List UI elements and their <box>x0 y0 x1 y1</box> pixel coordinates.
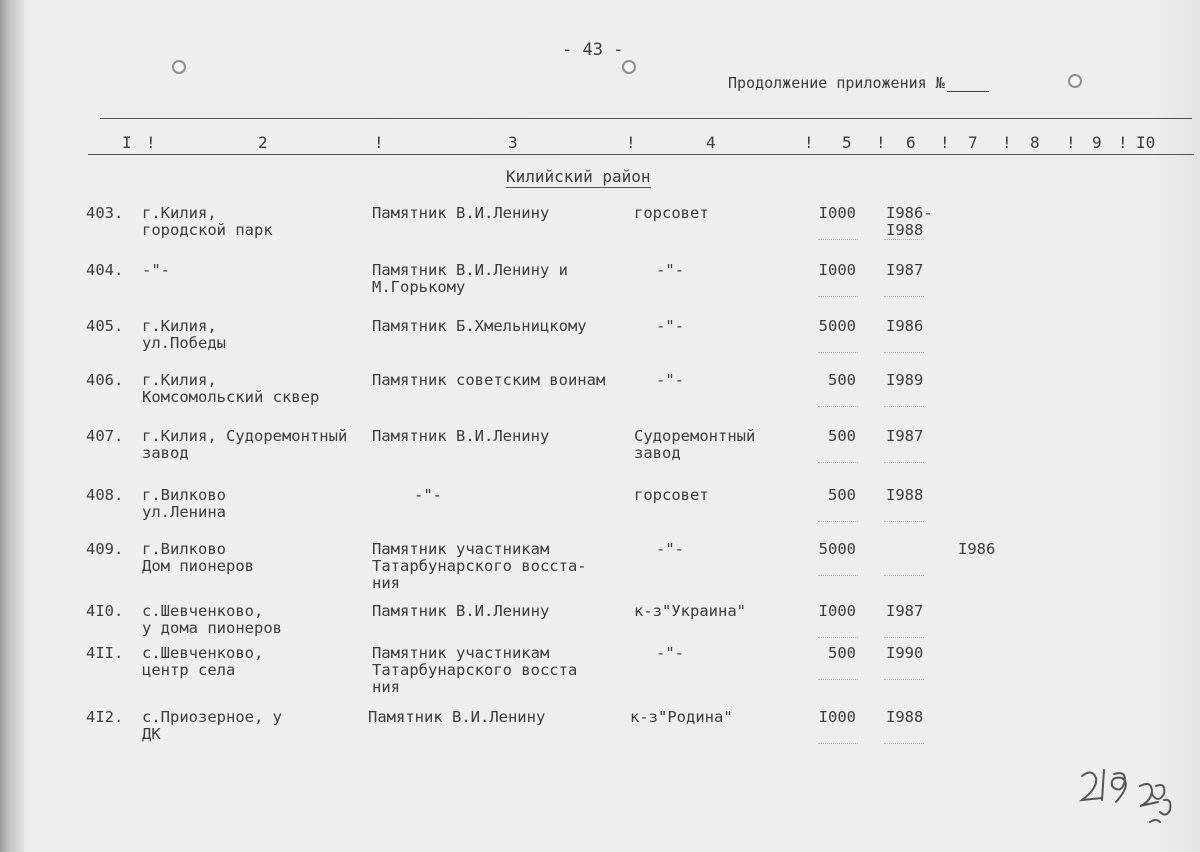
row-year: I988 <box>886 708 924 726</box>
column-header-8: 8 <box>1030 133 1040 152</box>
continuation-text: Продолжение приложения № <box>728 74 945 92</box>
row-number: 404. <box>86 261 124 279</box>
row-owner: -"- <box>656 644 684 662</box>
row-col7: I986 <box>958 540 996 558</box>
punch-hole <box>172 60 186 74</box>
row-number: 407. <box>86 427 124 445</box>
row-year: I986- I988 <box>886 204 933 239</box>
appendix-number-blank <box>947 77 989 92</box>
column-header-1: I <box>122 133 132 152</box>
dotted-underline <box>884 296 924 297</box>
dotted-underline <box>884 239 924 240</box>
row-location: -"- <box>142 261 170 279</box>
dotted-underline <box>884 575 924 576</box>
row-number: 4I0. <box>86 602 124 620</box>
dotted-underline <box>818 743 858 744</box>
row-number: 408. <box>86 486 124 504</box>
row-owner: к-з"Родина" <box>630 708 733 726</box>
row-amount: 5000 <box>818 317 856 335</box>
row-monument: Памятник участникам Татарбунарского восста ния <box>372 644 578 696</box>
column-header-3: 3 <box>508 133 518 152</box>
row-number: 405. <box>86 317 124 335</box>
column-separator: ! <box>940 133 950 152</box>
row-location: с.Шевченково, центр села <box>142 644 264 679</box>
dotted-underline <box>884 743 924 744</box>
row-number: 4I2. <box>86 708 124 726</box>
column-separator: ! <box>1118 133 1128 152</box>
dotted-underline <box>818 575 858 576</box>
column-separator: ! <box>1066 133 1076 152</box>
table-header-rule <box>88 154 1194 155</box>
column-separator: ! <box>1002 133 1012 152</box>
column-header-2: 2 <box>258 133 268 152</box>
row-monument: -"- <box>414 486 442 504</box>
row-amount: 500 <box>828 371 856 389</box>
row-owner: -"- <box>656 371 684 389</box>
dotted-underline <box>818 406 858 407</box>
row-owner: горсовет <box>634 204 709 222</box>
column-separator: ! <box>374 133 384 152</box>
column-header-10: I0 <box>1136 133 1156 152</box>
row-amount: I000 <box>818 708 856 726</box>
column-header-4: 4 <box>706 133 716 152</box>
dotted-underline <box>884 521 924 522</box>
dotted-underline <box>884 406 924 407</box>
row-amount: I000 <box>818 602 856 620</box>
row-owner: Судоремонтный завод <box>634 427 756 462</box>
table-top-rule <box>100 118 1192 119</box>
row-number: 409. <box>86 540 124 558</box>
dotted-underline <box>818 239 858 240</box>
dotted-underline <box>818 637 858 638</box>
row-monument: Памятник В.И.Ленину и М.Горькому <box>372 261 568 296</box>
row-location: с.Шевченково, у дома пионеров <box>142 602 282 637</box>
punch-hole <box>622 60 636 74</box>
binding-edge <box>0 0 24 852</box>
column-header-9: 9 <box>1092 133 1102 152</box>
dotted-underline <box>818 296 858 297</box>
punch-hole <box>1068 74 1082 88</box>
row-monument: Памятник советским воинам <box>372 371 606 389</box>
dotted-underline <box>884 637 924 638</box>
row-number: 4II. <box>86 644 124 662</box>
column-separator: ! <box>804 133 814 152</box>
row-amount: I000 <box>818 261 856 279</box>
row-location: г.Килия, городской парк <box>142 204 273 239</box>
row-owner: -"- <box>656 317 684 335</box>
column-separator: ! <box>876 133 886 152</box>
row-year: I987 <box>886 427 924 445</box>
row-location: г.Вилково Дом пионеров <box>142 540 254 575</box>
row-year: I988 <box>886 486 924 504</box>
dotted-underline <box>884 679 924 680</box>
row-amount: 500 <box>828 427 856 445</box>
row-amount: I000 <box>818 204 856 222</box>
row-year: I987 <box>886 261 924 279</box>
row-location: с.Приозерное, у ДК <box>142 708 282 743</box>
row-monument: Памятник В.И.Ленину <box>372 427 550 445</box>
row-location: г.Килия, Судоремонтный завод <box>142 427 348 462</box>
row-number: 403. <box>86 204 124 222</box>
row-monument: Памятник В.И.Ленину <box>372 602 550 620</box>
row-location: г.Килия, ул.Победы <box>142 317 226 352</box>
dotted-underline <box>818 352 858 353</box>
dotted-underline <box>818 679 858 680</box>
column-header-6: 6 <box>906 133 916 152</box>
row-amount: 500 <box>828 644 856 662</box>
row-amount: 5000 <box>818 540 856 558</box>
row-year: I990 <box>886 644 924 662</box>
row-year: I986 <box>886 317 924 335</box>
row-monument: Памятник Б.Хмельницкому <box>372 317 587 335</box>
row-monument: Памятник В.И.Ленину <box>368 708 546 726</box>
row-number: 406. <box>86 371 124 389</box>
dotted-underline <box>818 462 858 463</box>
row-year: I987 <box>886 602 924 620</box>
dotted-underline <box>884 352 924 353</box>
dotted-underline <box>884 462 924 463</box>
row-owner: к-з"Украина" <box>634 602 746 620</box>
column-separator: ! <box>626 133 636 152</box>
handwritten-archive-number <box>1052 756 1182 846</box>
page-number: - 43 - <box>562 40 624 60</box>
row-owner: -"- <box>656 540 684 558</box>
district-heading: Килийский район <box>506 167 651 186</box>
continuation-label <box>728 74 989 92</box>
column-header-7: 7 <box>968 133 978 152</box>
row-location: г.Килия, Комсомольский сквер <box>142 371 320 406</box>
column-header-5: 5 <box>842 133 852 152</box>
row-monument: Памятник В.И.Ленину <box>372 204 550 222</box>
dotted-underline <box>818 521 858 522</box>
column-separator: ! <box>146 133 156 152</box>
row-location: г.Вилково ул.Ленина <box>142 486 226 521</box>
row-owner: -"- <box>656 261 684 279</box>
row-amount: 500 <box>828 486 856 504</box>
row-year: I989 <box>886 371 924 389</box>
row-owner: горсовет <box>634 486 709 504</box>
row-monument: Памятник участникам Татарбунарского восста- ния <box>372 540 587 592</box>
